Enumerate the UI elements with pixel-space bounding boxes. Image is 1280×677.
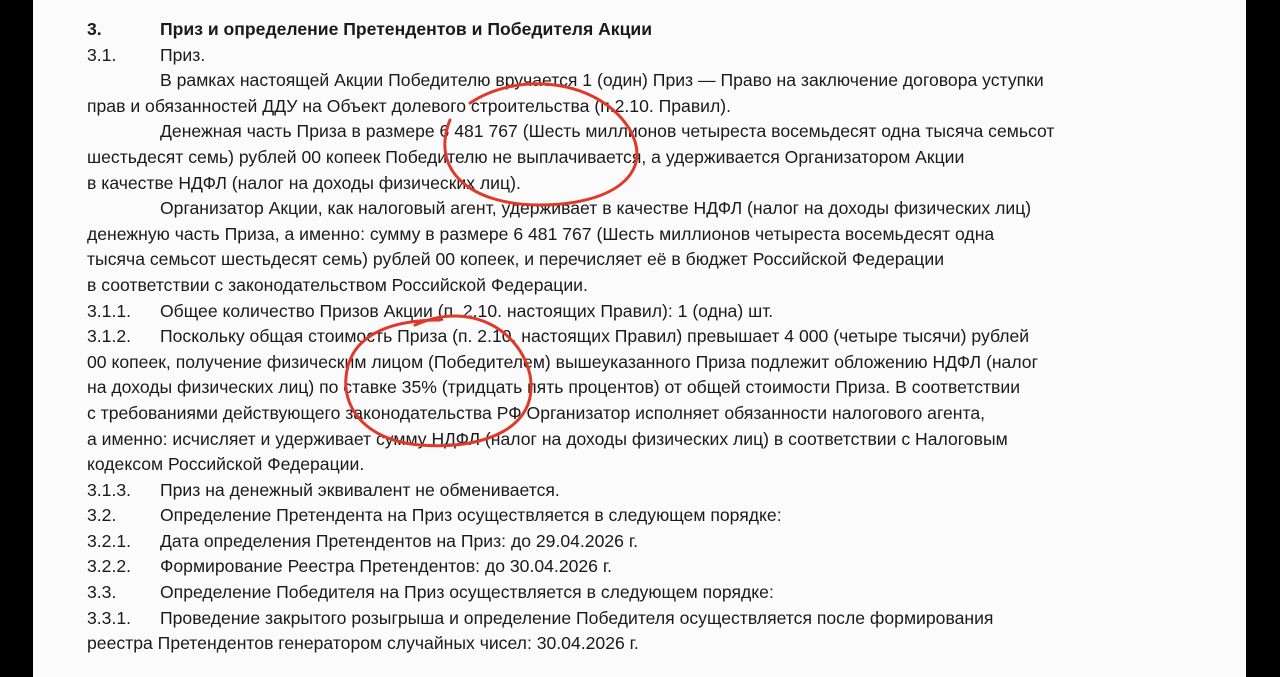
line-text: Дата определения Претендентов на Приз: до 29.04.2026 г.: [160, 530, 638, 551]
text-line: [87, 452, 1197, 478]
line-text: кодексом Российской Федерации.: [87, 454, 365, 475]
text-line: [87, 145, 1197, 171]
line-text: Денежная часть Приза в размере 6 481 767 (Шесть миллионов четыреста восемьдесят одна тысяча семьсот: [160, 121, 1055, 142]
line-text: тысяча семьсот шестьдесят семь) рублей 00 копеек, и перечисляет её в бюджет Российской Федерации: [87, 249, 945, 270]
text-line: [87, 68, 1197, 94]
text-line: [87, 94, 1197, 120]
text-line: [87, 324, 1197, 350]
line-text: Определение Претендента на Приз осуществляется в следующем порядке:: [160, 505, 782, 526]
text-line: [87, 299, 1197, 325]
line-text: в соответствии с законодательством Российской Федерации.: [87, 274, 588, 295]
text-line: [87, 247, 1197, 273]
line-text: Приз и определение Претендентов и Победителя Акции: [160, 19, 653, 39]
line-text: Поскольку общая стоимость Приза (п. 2.10. настоящих Правил) превышает 4 000 (четыре тысячи) рублей: [160, 326, 1030, 347]
text-line: [87, 478, 1197, 504]
clause-number: 3.2.1.: [87, 530, 132, 551]
text-line: [87, 273, 1197, 299]
text-line: [87, 580, 1197, 606]
text-line: [87, 222, 1197, 248]
clause-number: 3.2.2.: [87, 556, 132, 577]
clause-number: 3.2.: [87, 505, 117, 526]
text-line: [87, 171, 1197, 197]
line-text: Общее количество Призов Акции (п. 2.10. настоящих Правил): 1 (одна) шт.: [160, 300, 774, 321]
line-text: шестьдесят семь) рублей 00 копеек Победителю не выплачивается, а удерживается Организатором Акции: [87, 146, 965, 167]
line-text: реестра Претендентов генератором случайных чисел: 30.04.2026 г.: [87, 633, 639, 654]
text-line: [87, 350, 1197, 376]
line-text: 00 копеек, получение физическим лицом (Победителем) вышеуказанного Приза подлежит обложению НДФЛ (налог: [87, 351, 1038, 372]
text-line: [87, 631, 1197, 657]
text-line: [87, 606, 1197, 632]
clause-number: 3.1.2.: [87, 326, 132, 347]
text-line: [87, 529, 1197, 555]
line-text: а именно: исчисляет и удерживает сумму НДФЛ (налог на доходы физических лиц) в соответствии с Налоговым: [87, 428, 1008, 449]
clause-number: 3.1.3.: [87, 479, 132, 500]
clause-number: 3.1.: [87, 44, 117, 65]
text-line: [87, 196, 1197, 222]
clause-number: 3.3.1.: [87, 607, 132, 628]
clause-number: 3.: [87, 19, 102, 39]
text-line: [87, 17, 1197, 43]
text-line: [87, 401, 1197, 427]
text-line: [87, 43, 1197, 69]
line-text: прав и обязанностей ДДУ на Объект долевого строительства (п.2.10. Правил).: [87, 95, 732, 116]
text-line: [87, 119, 1197, 145]
text-line: [87, 375, 1197, 401]
line-text: с требованиями действующего законодательства РФ Организатор исполняет обязанности налогового агента,: [87, 402, 986, 423]
clause-number: 3.3.: [87, 582, 117, 603]
line-text: Определение Победителя на Приз осуществляется в следующем порядке:: [160, 582, 774, 603]
text-line: [87, 554, 1197, 580]
line-text: Проведение закрытого розыгрыша и определение Победителя осуществляется после формирования: [160, 607, 994, 628]
line-text: на доходы физических лиц) по ставке 35% (тридцать пять процентов) от общей стоимости Приза. В соответствии: [87, 377, 1021, 398]
clause-number: 3.1.1.: [87, 300, 132, 321]
line-text: в качестве НДФЛ (налог на доходы физических лиц).: [87, 172, 521, 193]
line-text: Организатор Акции, как налоговый агент, удерживает в качестве НДФЛ (налог на доходы физических лиц): [160, 198, 1032, 219]
text-line: [87, 427, 1197, 453]
line-text: Приз на денежный эквивалент не обменивается.: [160, 479, 560, 500]
line-text: Формирование Реестра Претендентов: до 30.04.2026 г.: [160, 556, 612, 577]
line-text: В рамках настоящей Акции Победителю вручается 1 (один) Приз — Право на заключение договора уступки: [160, 70, 1044, 91]
line-text: денежную часть Приза, а именно: сумму в размере 6 481 767 (Шесть миллионов четыреста восемьдесят одна: [87, 223, 995, 244]
document-text: [87, 17, 1197, 657]
text-line: [87, 503, 1197, 529]
line-text: Приз.: [160, 44, 206, 65]
